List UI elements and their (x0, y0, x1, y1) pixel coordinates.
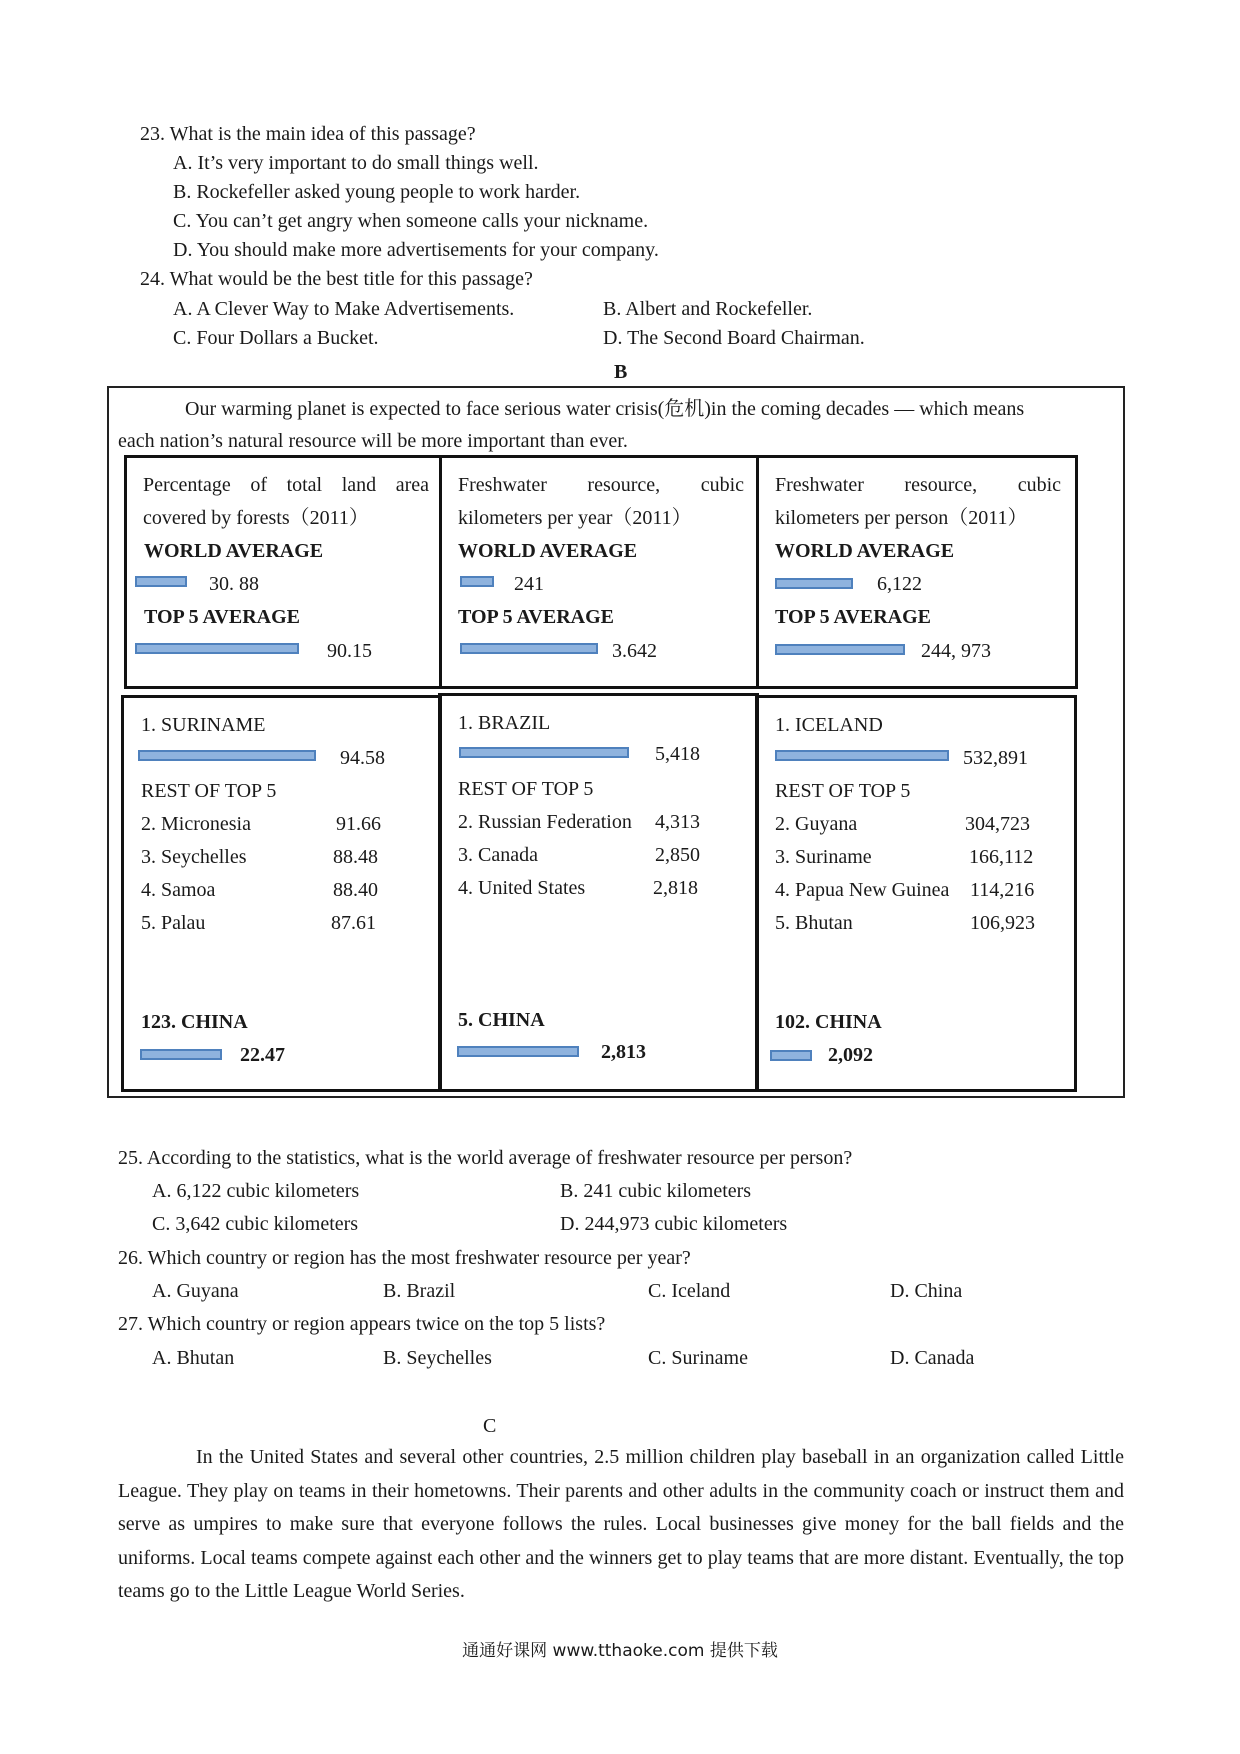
freshwater-year-title-line1 (458, 472, 744, 498)
freshwater-person-top5-value: 244, 973 (921, 640, 991, 662)
forest-title-line1 (143, 472, 429, 498)
forest-top5-value: 90.15 (327, 640, 372, 662)
forest-first-name: 1. SURINAME (141, 714, 266, 736)
forest-rest-value: 91.66 (336, 813, 381, 835)
freshwater-person-top5-bar (775, 644, 905, 655)
section-c-heading: C (483, 1415, 497, 1437)
title-word: area (395, 474, 429, 496)
question-23-option-b: B. Rockefeller asked young people to work harder. (173, 181, 581, 203)
freshwater-year-top5-value: 3.642 (612, 640, 657, 662)
freshwater-year-first-value: 5,418 (655, 743, 700, 765)
freshwater-person-world-bar (775, 578, 853, 589)
title-word: total (286, 474, 323, 496)
forest-rest-label: REST OF TOP 5 (141, 780, 277, 802)
freshwater-person-world-label: WORLD AVERAGE (775, 540, 955, 562)
freshwater-year-ranking-panel (438, 693, 759, 1092)
freshwater-year-china-value: 2,813 (601, 1041, 646, 1063)
question-24-option-d: D. The Second Board Chairman. (603, 327, 865, 349)
forest-top5-label: TOP 5 AVERAGE (144, 606, 300, 628)
freshwater-person-rest-value: 304,723 (965, 813, 1030, 835)
section-b-intro-line2: each nation’s natural resource will be more important than ever. (118, 430, 628, 452)
question-23-option-a: A. It’s very important to do small things well. (173, 152, 539, 174)
freshwater-person-rest-name: 5. Bhutan (775, 912, 853, 934)
question-24-stem: 24. What would be the best title for this passage? (140, 268, 533, 290)
question-26-stem: 26. Which country or region has the most freshwater resource per year? (118, 1247, 691, 1269)
forest-rest-value: 88.40 (333, 879, 378, 901)
forest-top5-bar (135, 643, 299, 654)
title-word: resource, (587, 474, 661, 496)
question-25-stem: 25. According to the statistics, what is the world average of freshwater resource per person? (118, 1147, 853, 1169)
freshwater-person-title-line2: kilometers per person（2011） (775, 507, 1028, 529)
freshwater-year-rest-value: 4,313 (655, 811, 700, 833)
freshwater-year-rest-value: 2,850 (655, 844, 700, 866)
forest-world-bar (135, 576, 187, 587)
question-23-stem: 23. What is the main idea of this passage? (140, 123, 476, 145)
question-24-option-a: A. A Clever Way to Make Advertisements. (173, 298, 515, 320)
freshwater-person-rest-name: 2. Guyana (775, 813, 858, 835)
freshwater-year-top5-label: TOP 5 AVERAGE (458, 606, 614, 628)
freshwater-year-rest-value: 2,818 (653, 877, 698, 899)
freshwater-year-first-bar (459, 747, 629, 758)
freshwater-person-first-bar (775, 750, 949, 761)
question-23-option-c: C. You can’t get angry when someone calls your nickname. (173, 210, 649, 232)
question-25-option-a: A. 6,122 cubic kilometers (152, 1180, 360, 1202)
freshwater-year-top5-bar (460, 643, 598, 654)
freshwater-year-rest-name: 2. Russian Federation (458, 811, 632, 833)
freshwater-person-china-label: 102. CHINA (775, 1011, 882, 1033)
question-26-option-c: C. Iceland (648, 1280, 731, 1302)
section-b-intro-line1: Our warming planet is expected to face serious water crisis(危机)in the coming decades — which means (185, 398, 1025, 420)
freshwater-year-china-label: 5. CHINA (458, 1009, 545, 1031)
freshwater-person-rest-name: 3. Suriname (775, 846, 872, 868)
freshwater-person-ranking-panel (755, 695, 1077, 1092)
freshwater-person-china-value: 2,092 (828, 1044, 873, 1066)
forest-summary-panel (124, 455, 442, 689)
forest-china-value: 22.47 (240, 1044, 285, 1066)
page-footer: 通通好课网 www.tthaoke.com 提供下载 (462, 1641, 778, 1661)
question-25-option-b: B. 241 cubic kilometers (560, 1180, 752, 1202)
forest-ranking-panel (121, 695, 442, 1092)
freshwater-year-rest-name: 4. United States (458, 877, 586, 899)
freshwater-person-rest-label: REST OF TOP 5 (775, 780, 911, 802)
forest-first-value: 94.58 (340, 747, 385, 769)
freshwater-person-rest-name: 4. Papua New Guinea (775, 879, 950, 901)
forest-title-line2: covered by forests（2011） (143, 507, 369, 529)
title-word: of (250, 474, 267, 496)
forest-rest-value: 88.48 (333, 846, 378, 868)
question-23-option-d: D. You should make more advertisements for your company. (173, 239, 659, 261)
title-word: cubic (700, 474, 744, 496)
freshwater-person-top5-label: TOP 5 AVERAGE (775, 606, 931, 628)
forest-world-value: 30. 88 (209, 573, 259, 595)
freshwater-year-rest-name: 3. Canada (458, 844, 538, 866)
freshwater-person-summary-panel (756, 455, 1078, 689)
freshwater-person-title-line1 (775, 472, 1061, 498)
forest-rest-name: 4. Samoa (141, 879, 216, 901)
question-26-option-d: D. China (890, 1280, 963, 1302)
question-25-option-d: D. 244,973 cubic kilometers (560, 1213, 788, 1235)
freshwater-person-world-value: 6,122 (877, 573, 922, 595)
title-word: resource, (904, 474, 978, 496)
question-26-option-a: A. Guyana (152, 1280, 239, 1302)
question-27-option-b: B. Seychelles (383, 1347, 492, 1369)
freshwater-year-rest-label: REST OF TOP 5 (458, 778, 594, 800)
forest-china-bar (140, 1049, 222, 1060)
section-c-passage (118, 1441, 1124, 1609)
title-word: land (341, 474, 377, 496)
title-word: Freshwater (458, 474, 547, 496)
freshwater-year-world-value: 241 (514, 573, 544, 595)
freshwater-year-world-bar (460, 576, 494, 587)
question-25-option-c: C. 3,642 cubic kilometers (152, 1213, 359, 1235)
question-24-option-b: B. Albert and Rockefeller. (603, 298, 813, 320)
section-b-heading: B (614, 361, 628, 383)
forest-rest-value: 87.61 (331, 912, 376, 934)
title-word: Freshwater (775, 474, 864, 496)
forest-rest-name: 5. Palau (141, 912, 206, 934)
freshwater-person-rest-value: 106,923 (970, 912, 1035, 934)
question-27-option-c: C. Suriname (648, 1347, 748, 1369)
section-c-paragraph: In the United States and several other countries, 2.5 million children play baseball in an organization called Little League. They play on teams in their hometowns. Their parents and other adults in the community coach or instruct them and serve as umpires to make sure that everyone follows the rules. Local businesses give money for the ball fields and the uniforms. Local teams compete against each other and the winners get to play teams that are more distant. Eventually, the top teams go to the Little League World Series. (118, 1446, 1124, 1602)
title-word: Percentage (143, 474, 231, 496)
freshwater-year-first-name: 1. BRAZIL (458, 712, 551, 734)
question-27-stem: 27. Which country or region appears twice on the top 5 lists? (118, 1313, 606, 1335)
forest-world-label: WORLD AVERAGE (144, 540, 324, 562)
forest-rest-name: 3. Seychelles (141, 846, 247, 868)
question-27-option-d: D. Canada (890, 1347, 975, 1369)
question-24-option-c: C. Four Dollars a Bucket. (173, 327, 379, 349)
freshwater-person-rest-value: 166,112 (969, 846, 1034, 868)
freshwater-year-china-bar (457, 1046, 579, 1057)
freshwater-person-first-value: 532,891 (963, 747, 1028, 769)
forest-china-label: 123. CHINA (141, 1011, 248, 1033)
freshwater-person-china-bar (770, 1050, 812, 1061)
freshwater-year-title-line2: kilometers per year（2011） (458, 507, 692, 529)
question-26-option-b: B. Brazil (383, 1280, 456, 1302)
freshwater-person-rest-value: 114,216 (970, 879, 1035, 901)
question-27-option-a: A. Bhutan (152, 1347, 235, 1369)
forest-rest-name: 2. Micronesia (141, 813, 251, 835)
title-word: cubic (1017, 474, 1061, 496)
forest-first-bar (138, 750, 316, 761)
freshwater-year-world-label: WORLD AVERAGE (458, 540, 638, 562)
freshwater-year-summary-panel (439, 455, 759, 689)
freshwater-person-first-name: 1. ICELAND (775, 714, 883, 736)
